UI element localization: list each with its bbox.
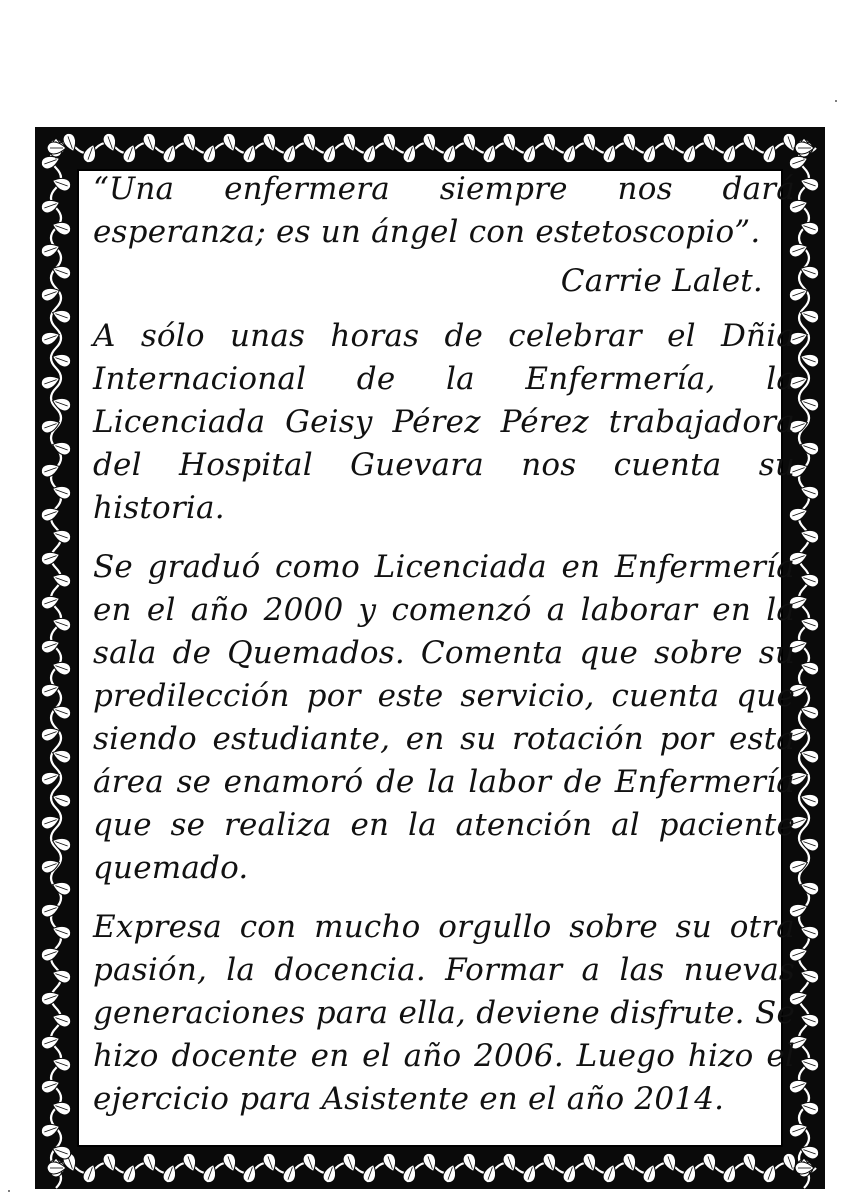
quote-text: “Una enfermera siempre nos dará esperanza; es un ángel con estetoscopio”. [93,171,795,250]
document-body [93,168,795,1137]
paragraph-teaching: Expresa con mucho orgullo sobre su otra pasión, la docencia. Formar a las nuevas generaciones para ella, deviene disfrute. Se hizo docente en el año 2006. Luego hizo el ejercicio para Asistente en el año 2014. [93,909,795,1117]
paragraph-career: Se graduó como Licenciada en Enfermería en el año 2000 y comenzó a laborar en la sala de Quemados. Comenta que sobre su predilección por este servicio, cuenta que siendo estudiante, en su rotación por esta área se enamoró de la labor de Enfermería que se realiza en la atención al paciente quemado. [93,549,795,886]
quote-author: Carrie Lalet. [560,263,763,299]
scan-speck [8,1190,10,1192]
paragraph-intro: A sólo unas horas de celebrar el Dñia Internacional de la Enfermería, la Licenciada Geisy Pérez Pérez trabajadora del Hospital Guevara nos cuenta su historia. [93,318,795,526]
scan-speck [835,100,837,102]
